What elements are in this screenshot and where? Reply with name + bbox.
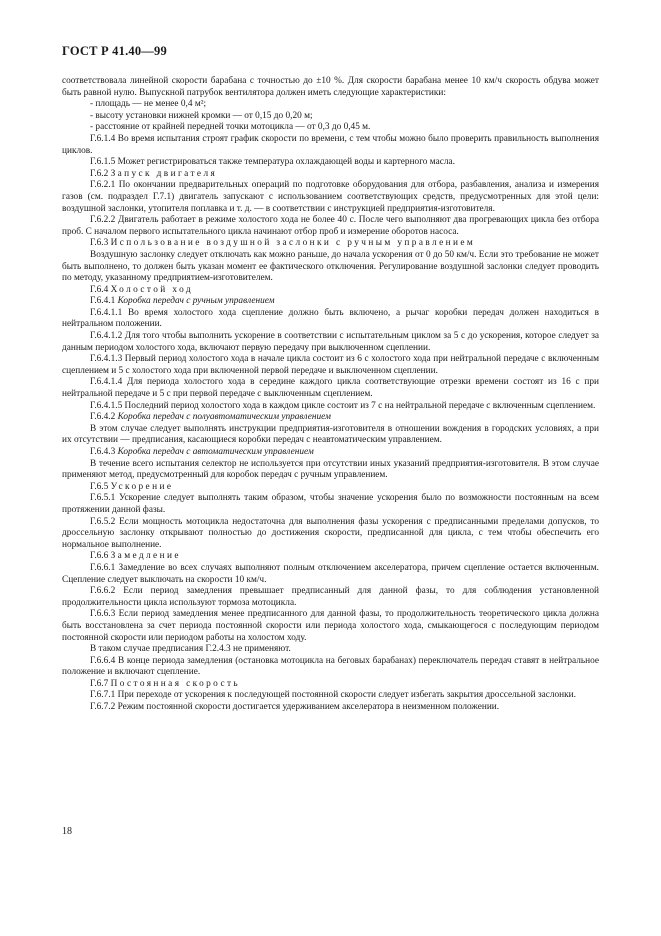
section-heading — [62, 285, 599, 297]
paragraph: соответствовала линейной скорости барабана с точностью до ±10 %. Для скорости барабана менее 10 км/ч скорость обдува может быть равной нулю. Выпускной патрубок вентилятора должен иметь следующие характеристики: — [62, 76, 599, 98]
section-number: Г.6.5 — [90, 481, 109, 492]
paragraph: Г.6.6.1 Замедление во всех случаях выполняют полным отключением акселератора, причем сцепление остается включенным. Сцепление следует выключать на скорости 10 км/ч. — [62, 562, 599, 585]
paragraph: Г.6.6.4 В конце периода замедления (остановка мотоцикла на беговых барабанах) переключатель передач ставят в нейтральное положение и включают сцепление. — [62, 655, 599, 678]
section-title: Ускорение — [110, 481, 174, 492]
paragraph: В течение всего испытания селектор не используется при отсутствии иных указаний предприятия-изготовителя. В этом случае применяют метод, предусмотренный для коробок передач с ручным управлением. — [62, 458, 599, 481]
section-heading — [62, 296, 599, 308]
paragraph: Г.6.4.1.1 Во время холостого хода сцепление должно быть включено, а рычаг коробки передач должен находиться в нейтральном положении. — [62, 307, 599, 330]
section-title: Использование воздушной заслонки с ручным управлением — [110, 238, 476, 249]
paragraph: Г.6.4.1.4 Для периода холостого хода в середине каждого цикла соответствующие отрезки времени состоят из 16 с при нейтральной передаче и 5 с при первой передаче с выключенным сцеплением. — [62, 377, 599, 400]
section-number: Г.6.3 — [90, 238, 109, 249]
paragraph: Г.6.2.1 По окончании предварительных операций по подготовке оборудования для отбора, разбавления, анализа и измерения газов (см. подраздел Г.7.1) двигатель запускают с использованием соответствующих средств, предусмотренных для этой цели: воздушной заслонки, утопителя поплавка и т. д. — в соответствии с инструкцией предприятия-изготовителя. — [62, 180, 599, 214]
section-heading — [62, 679, 599, 691]
section-heading — [62, 447, 599, 459]
paragraph: Воздушную заслонку следует отключать как можно раньше, до начала ускорения от 0 до 50 км/ч. Если это требование не может быть выполнено, то должен быть указан момент ее фактического отключения. Регулирование воздушной заслонки следует проводить по методу, указанному предприятием-изготовителем. — [62, 249, 599, 284]
paragraph: Г.6.5.1 Ускорение следует выполнять таким образом, чтобы значение ускорения было по возможности постоянным на всем протяжении данной фазы. — [62, 493, 599, 515]
section-title: Холостой ход — [110, 284, 194, 295]
section-title: Запуск двигателя — [110, 168, 218, 179]
paragraph: Г.6.7.1 При переходе от ускорения к последующей постоянной скорости следует избегать закрытия дроссельной заслонки. — [90, 690, 576, 701]
section-title: Коробка передач с автоматическим управлением — [117, 447, 314, 457]
section-heading — [62, 412, 599, 424]
page-number: 18 — [62, 826, 72, 837]
section-number: Г.6.2 — [90, 168, 109, 179]
paragraph: В этом случае следует выполнять инструкции предприятия-изготовителя в отношении вождения в городских условиях, а при их отсутствии — предписания, касающиеся коробки передач с неавтоматическим управлением. — [62, 423, 599, 446]
page-header: ГОСТ Р 41.40—99 — [62, 44, 167, 58]
paragraph: Г.6.1.4 Во время испытания строят график скорости по времени, с тем чтобы можно было проверить правильность выполнения циклов. — [62, 133, 599, 156]
paragraph: Г.6.7.2 Режим постоянной скорости достигается удерживанием акселератора в неизменном положении. — [90, 702, 500, 713]
section-title: Постоянная скорость — [110, 678, 241, 689]
section-number: Г.6.4 — [90, 284, 109, 295]
paragraph: Г.6.6.2 Если период замедления превышает предписанный для данной фазы, то для соблюдения установленной продолжительности цикла используют тормоза мотоцикла. — [62, 586, 599, 608]
section-heading — [62, 482, 599, 494]
paragraph: Г.6.4.1.3 Первый период холостого хода в начале цикла состоит из 6 с холостого хода при нейтральной передаче с включенным сцеплением и 5 с холостого хода при включенной первой передаче и выключенном сцеплении. — [62, 354, 599, 376]
paragraph: - площадь — не менее 0,4 м²; — [90, 99, 207, 110]
section-number: Г.6.4.2 — [90, 412, 116, 423]
paragraph: Г.6.4.1.2 Для того чтобы выполнить ускорение в соответствии с испытательным циклом за 5 с до ускорения, которое следует за данным периодом холостого хода, включают первую передачу при выключенном сцеплении. — [62, 331, 599, 353]
section-number: Г.6.6 — [90, 551, 109, 562]
paragraph: Г.6.2.2 Двигатель работает в режиме холостого хода не более 40 с. После чего выполняют два прогревающих цикла без отбора проб. С началом первого испытательного цикла начинают отбор проб и измерение оборотов насоса. — [62, 215, 599, 237]
paragraph: - расстояние от крайней передней точки мотоцикла — от 0,3 до 0,45 м. — [90, 122, 371, 133]
section-heading — [62, 551, 599, 563]
paragraph: - высоту установки нижней кромки — от 0,15 до 0,20 м; — [90, 110, 313, 121]
section-number: Г.6.7 — [90, 678, 109, 689]
section-title: Коробка передач с полуавтоматическим управлением — [117, 412, 331, 423]
document-body — [62, 76, 599, 714]
section-number: Г.6.4.3 — [90, 447, 116, 457]
section-number: Г.6.4.1 — [90, 296, 116, 307]
paragraph: Г.6.4.1.5 Последний период холостого хода в каждом цикле состоит из 7 с на нейтральной передаче с включенным сцеплением. — [90, 400, 596, 411]
paragraph: В таком случае предписания Г.2.4.3 не применяют. — [90, 644, 291, 655]
section-title: Замедление — [110, 551, 181, 562]
section-title: Коробка передач с ручным управлением — [117, 296, 275, 307]
paragraph: Г.6.6.3 Если период замедления менее предписанного для данной фазы, то продолжительность теоретического цикла должна быть восстановлена за счет периода постоянной скорости или периода холостого хода, смыкающегося с последующим периодом постоянной скорости или периодом работы на холостом ходу. — [62, 609, 599, 643]
section-heading — [62, 238, 599, 250]
paragraph: Г.6.1.5 Может регистрироваться также температура охлаждающей воды и картерного масла. — [90, 157, 455, 168]
paragraph: Г.6.5.2 Если мощность мотоцикла недостаточна для выполнения фазы ускорения с предписанными пределами допусков, то дроссельную заслонку открывают полностью до достижения скорости, предписанной для цикла, с тем чтобы обеспечить его нормальное выполнение. — [62, 516, 599, 550]
section-heading — [62, 169, 599, 181]
